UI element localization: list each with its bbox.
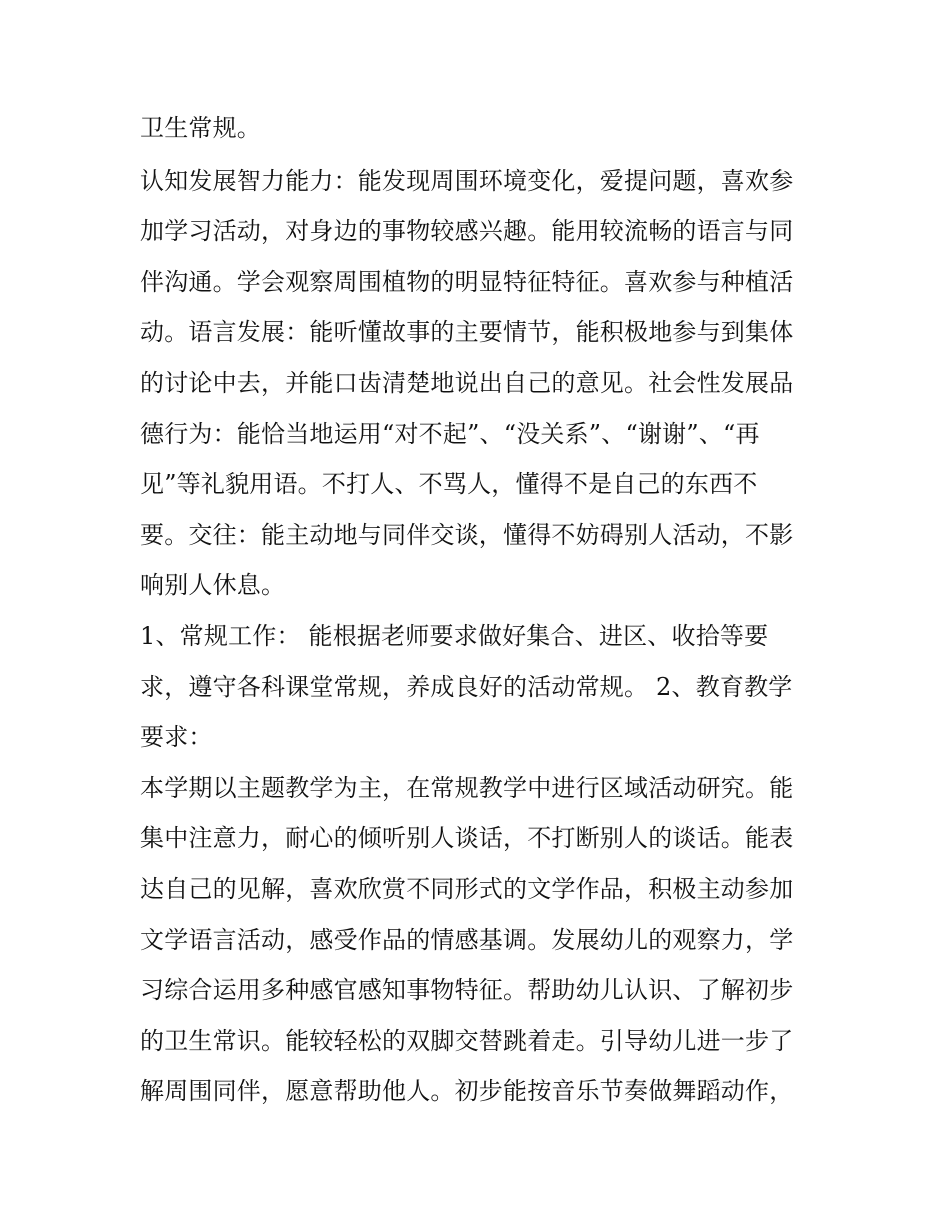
text-line: 求，遵守各科课堂常规，养成良好的活动常规。 2、教育教学 <box>140 673 793 701</box>
text-line: 集中注意力，耐心的倾听别人谈话，不打断别人的谈话。能表 <box>140 824 794 852</box>
text-line: 本学期以主题教学为主，在常规教学中进行区域活动研究。能 <box>140 774 794 802</box>
text-line: 认知发展智力能力：能发现周围环境变化，爱提问题，喜欢参 <box>140 167 794 195</box>
text-line: 的讨论中去，并能口齿清楚地说出自己的意见。社会性发展品 <box>140 369 794 397</box>
text-line: 解周围同伴，愿意帮助他人。初步能按音乐节奏做舞蹈动作， <box>140 1077 794 1105</box>
text-line: 的卫生常识。能较轻松的双脚交替跳着走。引导幼儿进一步了 <box>140 1027 794 1055</box>
text-line: 见”等礼貌用语。不打人、不骂人，懂得不是自己的东西不 <box>140 470 758 498</box>
text-line: 文学语言活动，感受作品的情感基调。发展幼儿的观察力，学 <box>140 926 794 954</box>
text-line: 达自己的见解，喜欢欣赏不同形式的文学作品，积极主动参加 <box>140 875 794 903</box>
text-line: 要。交往：能主动地与同伴交谈，懂得不妨碍别人活动，不影 <box>140 521 794 549</box>
text-line: 1、常规工作： 能根据老师要求做好集合、进区、收拾等要 <box>140 622 769 650</box>
text-line: 伴沟通。学会观察周围植物的明显特征特征。喜欢参与种植活 <box>140 268 794 296</box>
text-line: 要求： <box>140 723 213 751</box>
text-line: 卫生常规。 <box>140 114 261 142</box>
text-line: 加学习活动，对身边的事物较感兴趣。能用较流畅的语言与同 <box>140 217 794 245</box>
text-line: 德行为：能恰当地运用“对不起”、“没关系”、“谢谢”、“再 <box>140 420 760 448</box>
text-line: 响别人休息。 <box>140 571 286 599</box>
text-line: 习综合运用多种感官感知事物特征。帮助幼儿认识、了解初步 <box>140 976 794 1004</box>
text-line: 动。语言发展：能听懂故事的主要情节，能积极地参与到集体 <box>140 318 794 346</box>
